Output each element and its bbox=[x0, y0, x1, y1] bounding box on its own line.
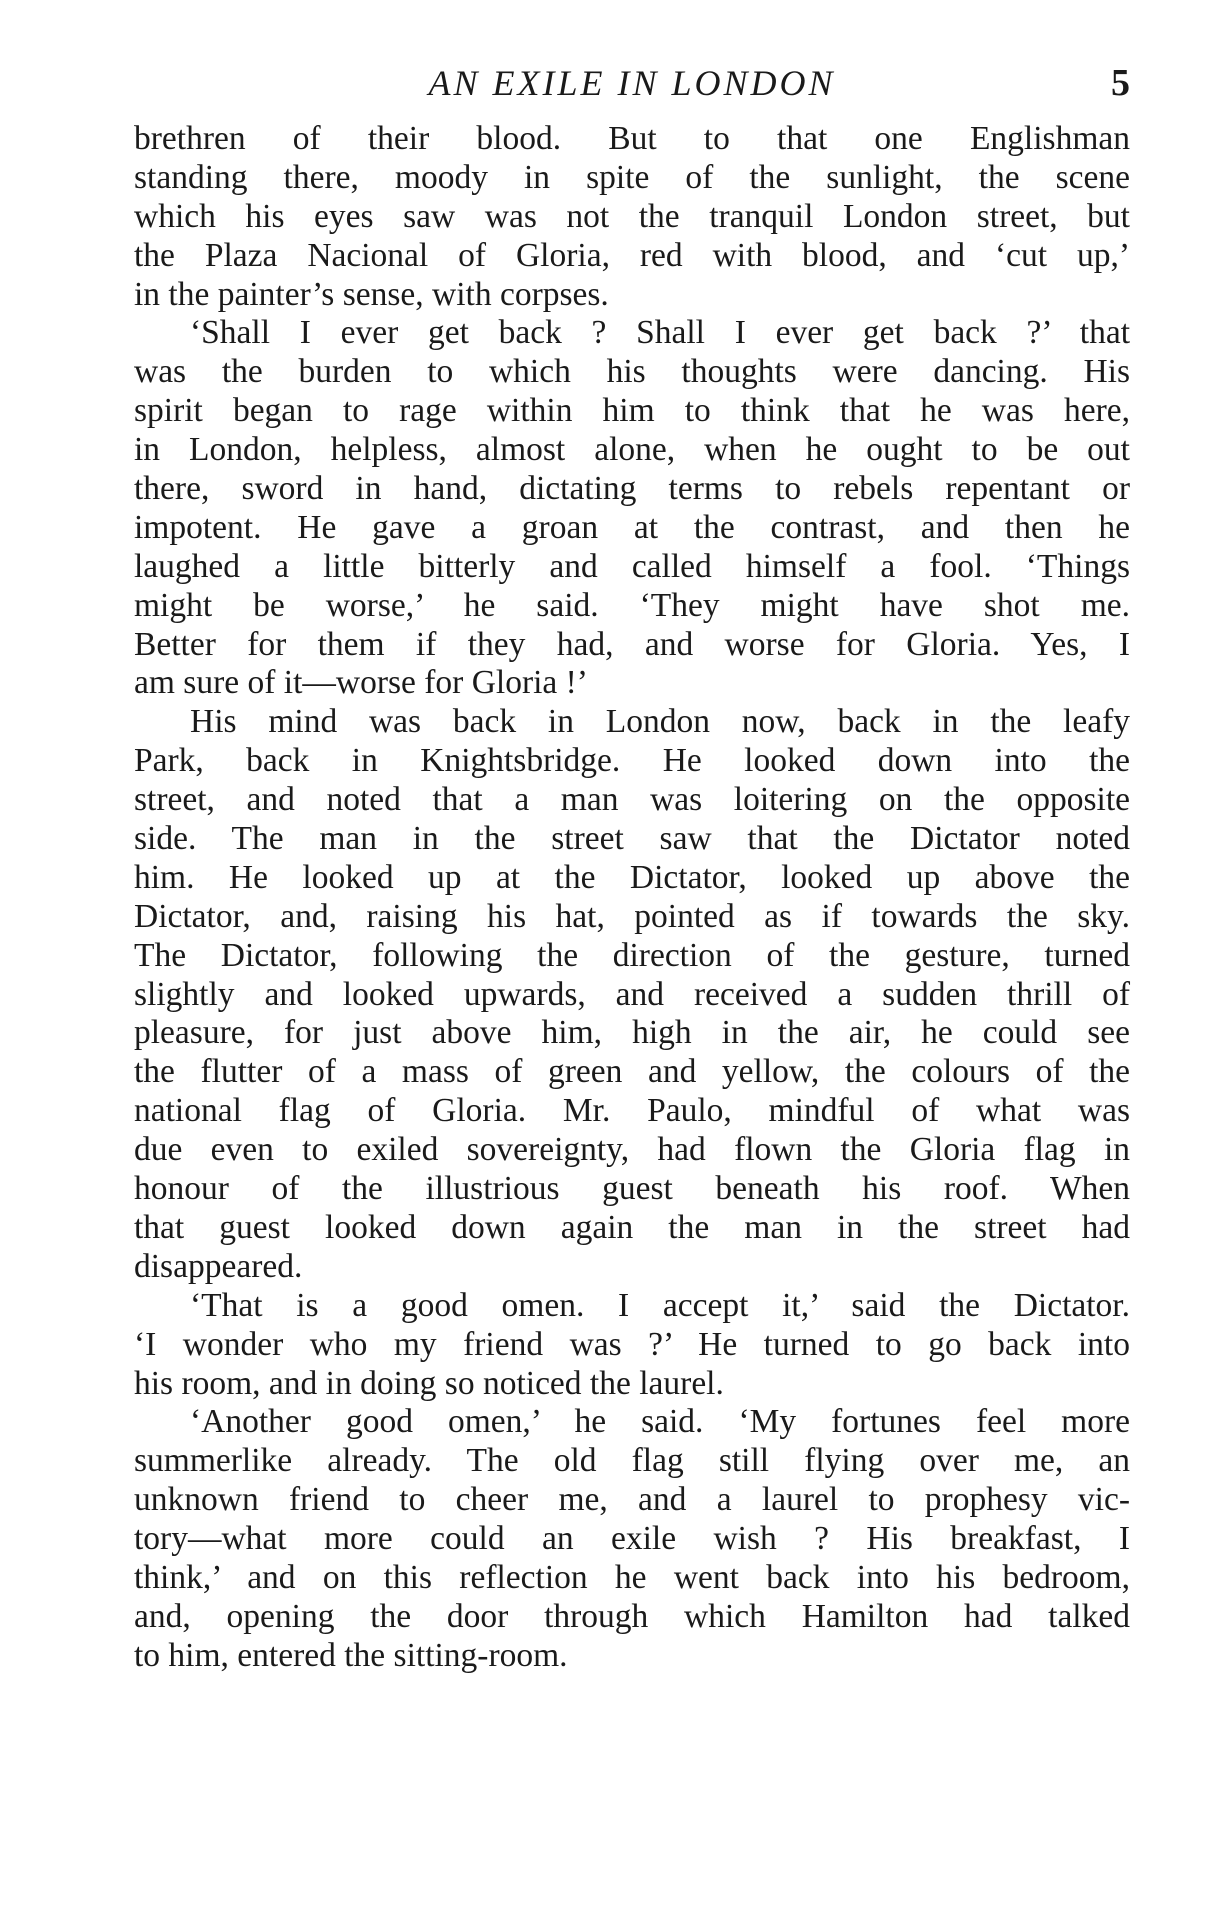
text-line: Park, back in Knightsbridge. He looked down into the bbox=[134, 742, 1130, 780]
text-line: Dictator, and, raising his hat, pointed as if towards the sky. bbox=[134, 897, 1130, 935]
text-line: there, sword in hand, dictating terms to rebels repentant or bbox=[134, 470, 1130, 508]
text-line: that guest looked down again the man in the street had bbox=[134, 1208, 1130, 1246]
running-head bbox=[134, 58, 1130, 108]
text-line: tory—what more could an exile wish ? His breakfast, I bbox=[134, 1520, 1130, 1558]
text-line: in the painter’s sense, with corpses. bbox=[134, 275, 609, 313]
text-line: street, and noted that a man was loitering on the opposite bbox=[134, 781, 1130, 819]
text-line: ‘I wonder who my friend was ?’ He turned to go back into bbox=[134, 1325, 1130, 1363]
text-line: him. He looked up at the Dictator, looked up above the bbox=[134, 858, 1130, 896]
body-text bbox=[134, 120, 1130, 1676]
text-line: ‘Another good omen,’ he said. ‘My fortunes feel more bbox=[190, 1403, 1130, 1441]
text-line: ‘That is a good omen. I accept it,’ said the Dictator. bbox=[190, 1286, 1130, 1324]
text-line: slightly and looked upwards, and received a sudden thrill of bbox=[134, 975, 1130, 1013]
text-line: unknown friend to cheer me, and a laurel to prophesy vic- bbox=[134, 1481, 1130, 1519]
text-line: due even to exiled sovereignty, had flown the Gloria flag in bbox=[134, 1131, 1130, 1169]
text-line: was the burden to which his thoughts were dancing. His bbox=[134, 353, 1130, 391]
text-line: spirit began to rage within him to think that he was here, bbox=[134, 392, 1130, 430]
text-line: standing there, moody in spite of the sunlight, the scene bbox=[134, 158, 1130, 196]
text-line: the Plaza Nacional of Gloria, red with blood, and ‘cut up,’ bbox=[134, 236, 1130, 274]
text-line: in London, helpless, almost alone, when he ought to be out bbox=[134, 431, 1130, 469]
text-line: honour of the illustrious guest beneath his roof. When bbox=[134, 1170, 1130, 1208]
running-title: AN EXILE IN LONDON bbox=[428, 63, 836, 103]
text-line: laughed a little bitterly and called himself a fool. ‘Things bbox=[134, 547, 1130, 585]
text-line: brethren of their blood. But to that one Englishman bbox=[134, 120, 1130, 157]
page-number: 5 bbox=[1111, 62, 1130, 104]
text-line: Better for them if they had, and worse for Gloria. Yes, I bbox=[134, 625, 1130, 663]
text-line: impotent. He gave a groan at the contrast, and then he bbox=[134, 508, 1130, 546]
text-line: summerlike already. The old flag still flying over me, an bbox=[134, 1442, 1130, 1480]
text-line: His mind was back in London now, back in the leafy bbox=[190, 703, 1130, 741]
text-line: might be worse,’ he said. ‘They might have shot me. bbox=[134, 586, 1130, 624]
text-line: which his eyes saw was not the tranquil London street, but bbox=[134, 197, 1130, 235]
text-line: national flag of Gloria. Mr. Paulo, mindful of what was bbox=[134, 1092, 1130, 1130]
text-line: am sure of it—worse for Gloria !’ bbox=[134, 664, 588, 702]
text-line: disappeared. bbox=[134, 1247, 303, 1285]
text-line: and, opening the door through which Hamilton had talked bbox=[134, 1597, 1130, 1635]
text-line: side. The man in the street saw that the Dictator noted bbox=[134, 820, 1130, 858]
text-line: ‘Shall I ever get back ? Shall I ever get back ?’ that bbox=[190, 314, 1130, 352]
text-line: The Dictator, following the direction of the gesture, turned bbox=[134, 936, 1130, 974]
text-line: think,’ and on this reflection he went back into his bedroom, bbox=[134, 1558, 1130, 1596]
text-line: pleasure, for just above him, high in the air, he could see bbox=[134, 1014, 1130, 1052]
text-line: to him, entered the sitting-room. bbox=[134, 1636, 568, 1674]
text-line: his room, and in doing so noticed the laurel. bbox=[134, 1364, 724, 1402]
text-line: the flutter of a mass of green and yellow, the colours of the bbox=[134, 1053, 1130, 1091]
